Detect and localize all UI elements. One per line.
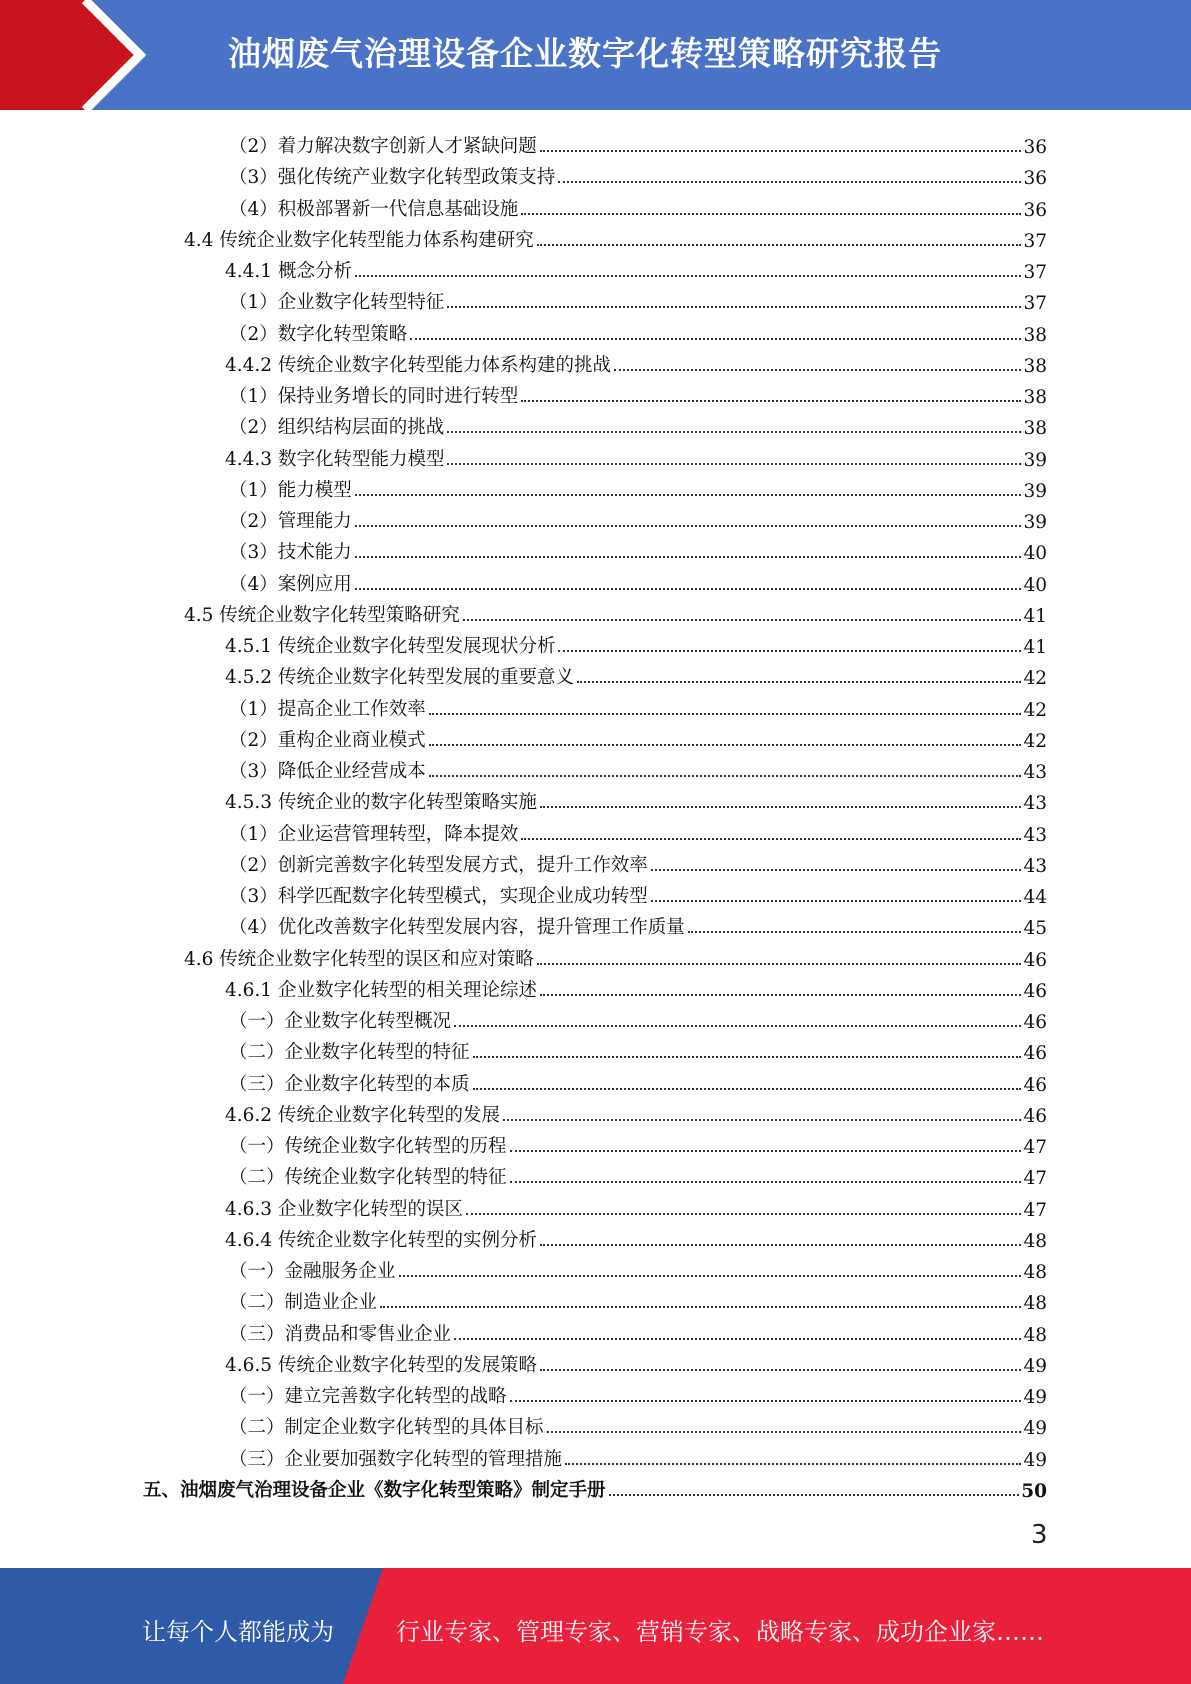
toc-dot-leader (688, 931, 1022, 933)
toc-entry-title: （2）管理能力 (229, 511, 352, 532)
toc-entry[interactable] (229, 1002, 1047, 1033)
toc-entry-page: 42 (1023, 699, 1047, 721)
header-arrow-decoration (0, 0, 160, 110)
toc-entry-page: 43 (1023, 762, 1047, 783)
toc-entry[interactable] (229, 1033, 1047, 1064)
toc-entry-title: 4.4.3 数字化转型能力模型 (225, 448, 445, 470)
toc-entry-page: 38 (1023, 355, 1047, 377)
toc-dot-leader (473, 1088, 1022, 1090)
toc-dot-leader (473, 1056, 1022, 1058)
toc-entry-title: （4）优化改善数字化转型发展内容，提升管理工作质量 (229, 917, 685, 939)
toc-entry[interactable] (229, 190, 1047, 221)
toc-dot-leader (463, 619, 1022, 621)
toc-entry[interactable] (229, 1315, 1047, 1346)
toc-entry[interactable] (225, 783, 1047, 814)
toc-entry-page: 37 (1023, 262, 1047, 283)
toc-entry[interactable] (225, 1096, 1047, 1127)
toc-entry-title: （3）技术能力 (229, 542, 352, 564)
toc-entry-page: 46 (1023, 1043, 1047, 1065)
toc-entry-title: （一）建立完善数字化转型的战略 (229, 1386, 507, 1407)
toc-entry-page: 46 (1023, 949, 1047, 971)
header-red-arrow (0, 0, 140, 110)
toc-entry-page: 47 (1023, 1137, 1047, 1158)
toc-entry[interactable] (229, 1252, 1047, 1283)
toc-entry[interactable] (229, 1377, 1047, 1408)
toc-dot-leader (355, 588, 1022, 590)
toc-dot-leader (609, 1494, 1020, 1496)
toc-entry-page: 42 (1023, 730, 1047, 752)
toc-entry-page: 43 (1023, 824, 1047, 846)
toc-entry-title: （3）强化传统产业数字化转型政策支持 (229, 167, 556, 189)
toc-entry[interactable] (225, 1221, 1047, 1252)
toc-entry-title: （4）案例应用 (229, 573, 352, 595)
toc-entry-title: （1）提高企业工作效率 (229, 698, 426, 720)
toc-entry[interactable] (184, 596, 1047, 627)
toc-entry[interactable] (229, 315, 1047, 346)
toc-entry[interactable] (225, 627, 1047, 658)
toc-entry[interactable] (229, 1065, 1047, 1096)
toc-entry-page: 47 (1023, 1199, 1047, 1221)
toc-entry-title: （3）科学匹配数字化转型模式，实现企业成功转型 (229, 886, 648, 907)
toc-dot-leader (540, 1369, 1021, 1371)
toc-dot-leader (510, 1150, 1022, 1152)
toc-dot-leader (429, 744, 1022, 746)
toc-entry[interactable] (225, 658, 1047, 689)
toc-entry-page: 37 (1023, 293, 1047, 315)
toc-entry-page: 43 (1023, 793, 1047, 815)
toc-entry-title: （2）重构企业商业模式 (229, 729, 426, 751)
toc-entry-title: （二）传统企业数字化转型的特征 (229, 1167, 507, 1189)
toc-dot-leader (380, 1306, 1021, 1308)
toc-entry[interactable] (225, 971, 1047, 1002)
toc-entry-title: 4.5 传统企业数字化转型策略研究 (184, 604, 460, 626)
toc-entry[interactable] (229, 127, 1047, 158)
toc-entry-title: （一）传统企业数字化转型的历程 (229, 1136, 507, 1157)
toc-entry[interactable] (225, 440, 1047, 471)
toc-entry-title: 4.5.3 传统企业的数字化转型策略实施 (225, 792, 537, 814)
toc-dot-leader (410, 338, 1021, 340)
toc-entry-title: （2）组织结构层面的挑战 (229, 417, 445, 439)
toc-entry[interactable] (229, 1408, 1047, 1439)
toc-entry-page: 45 (1023, 918, 1047, 940)
toc-entry-page: 39 (1023, 480, 1047, 502)
toc-entry-page: 48 (1023, 1324, 1047, 1346)
toc-dot-leader (355, 494, 1022, 496)
toc-entry-title: 4.5.1 传统企业数字化转型发展现状分析 (225, 636, 556, 657)
page-footer (0, 1568, 1191, 1684)
toc-entry[interactable] (229, 408, 1047, 439)
toc-entry-page: 46 (1023, 980, 1047, 1002)
toc-entry-page: 40 (1023, 574, 1047, 596)
toc-entry-page: 39 (1023, 512, 1047, 533)
toc-entry[interactable] (225, 252, 1047, 283)
toc-entry[interactable] (229, 690, 1047, 721)
toc-dot-leader (614, 369, 1021, 371)
toc-entry-title: （二）制定企业数字化转型的具体目标 (229, 1417, 544, 1439)
page-number: 3 (1031, 1520, 1048, 1550)
toc-entry[interactable] (229, 1158, 1047, 1189)
toc-dot-leader (355, 525, 1022, 527)
toc-entry-title: （1）企业运营管理转型，降本提效 (229, 823, 519, 845)
toc-entry-title: （二）企业数字化转型的特征 (229, 1042, 470, 1064)
toc-dot-leader (510, 1181, 1022, 1183)
toc-dot-leader (466, 1213, 1021, 1215)
toc-dot-leader (537, 244, 1022, 246)
toc-entry-page: 50 (1021, 1480, 1047, 1502)
toc-entry[interactable] (229, 283, 1047, 314)
toc-dot-leader (447, 306, 1021, 308)
toc-entry[interactable] (229, 158, 1047, 189)
toc-entry[interactable] (229, 846, 1047, 877)
toc-entry-title: （一）企业数字化转型概况 (229, 1011, 452, 1032)
toc-entry-page: 47 (1023, 1168, 1047, 1190)
toc-entry-page: 44 (1023, 887, 1047, 908)
toc-dot-leader (399, 1275, 1022, 1277)
toc-entry-page: 36 (1023, 137, 1047, 158)
toc-dot-leader (454, 1338, 1021, 1340)
toc-entry-page: 38 (1023, 324, 1047, 346)
footer-slogan-left: 让每个人都能成为 (142, 1618, 334, 1646)
toc-entry-title: （1）企业数字化转型特征 (229, 292, 445, 314)
toc-dot-leader (651, 900, 1022, 902)
toc-entry-page: 38 (1023, 418, 1047, 440)
toc-entry-title: 4.5.2 传统企业数字化转型发展的重要意义 (225, 667, 574, 689)
toc-entry-title: （4）积极部署新一代信息基础设施 (229, 198, 519, 220)
toc-entry[interactable] (143, 1471, 1047, 1502)
toc-entry[interactable] (229, 815, 1047, 846)
toc-dot-leader (565, 1463, 1021, 1465)
toc-entry-title: （1）保持业务增长的同时进行转型 (229, 386, 519, 407)
toc-dot-leader (547, 1431, 1022, 1433)
toc-entry-page: 41 (1023, 637, 1047, 658)
toc-entry-title: （2）着力解决数字创新人才紧缺问题 (229, 136, 537, 157)
toc-dot-leader (540, 806, 1021, 808)
toc-entry-page: 41 (1023, 605, 1047, 627)
toc-dot-leader (540, 150, 1022, 152)
toc-dot-leader (521, 213, 1021, 215)
toc-dot-leader (521, 838, 1021, 840)
toc-entry-page: 39 (1023, 449, 1047, 471)
toc-dot-leader (540, 994, 1021, 996)
toc-entry-page: 49 (1023, 1387, 1047, 1408)
toc-dot-leader (447, 463, 1021, 465)
toc-entry[interactable] (225, 1190, 1047, 1221)
toc-entry-title: 五、油烟废气治理设备企业《数字化转型策略》制定手册 (143, 1479, 606, 1501)
toc-dot-leader (510, 1400, 1022, 1402)
toc-dot-leader (355, 556, 1022, 558)
toc-dot-leader (537, 963, 1022, 965)
toc-entry-title: （1）能力模型 (229, 479, 352, 501)
toc-entry[interactable] (229, 721, 1047, 752)
toc-entry-page: 49 (1023, 1418, 1047, 1440)
toc-entry-title: （三）企业数字化转型的本质 (229, 1073, 470, 1095)
toc-entry-title: 4.6.5 传统企业数字化转型的发展策略 (225, 1354, 537, 1376)
toc-entry[interactable] (225, 346, 1047, 377)
toc-entry-title: 4.4.2 传统企业数字化转型能力体系构建的挑战 (225, 354, 611, 376)
toc-dot-leader (521, 400, 1021, 402)
toc-entry-title: 4.6 传统企业数字化转型的误区和应对策略 (184, 948, 534, 970)
toc-entry[interactable] (229, 877, 1047, 908)
toc-dot-leader (429, 775, 1022, 777)
toc-dot-leader (651, 869, 1022, 871)
toc-entry-title: 4.6.3 企业数字化转型的误区 (225, 1198, 463, 1220)
toc-entry-page: 38 (1023, 387, 1047, 408)
toc-entry[interactable] (229, 565, 1047, 596)
toc-dot-leader (540, 1244, 1021, 1246)
toc-entry-title: （三）企业要加强数字化转型的管理措施 (229, 1448, 563, 1470)
toc-entry-title: 4.6.4 传统企业数字化转型的实例分析 (225, 1229, 537, 1251)
toc-entry-page: 40 (1023, 543, 1047, 565)
toc-dot-leader (429, 713, 1022, 715)
toc-entry-page: 42 (1023, 668, 1047, 690)
toc-entry[interactable] (229, 471, 1047, 502)
toc-dot-leader (447, 431, 1021, 433)
toc-entry-title: （三）消费品和零售业企业 (229, 1323, 452, 1345)
toc-entry[interactable] (229, 1283, 1047, 1314)
toc-entry-title: （3）降低企业经营成本 (229, 761, 426, 782)
toc-entry-page: 46 (1023, 1105, 1047, 1127)
toc-entry-page: 46 (1023, 1074, 1047, 1096)
toc-entry-title: 4.4 传统企业数字化转型能力体系构建研究 (184, 229, 534, 251)
footer-slogan-right: 行业专家、管理专家、营销专家、战略专家、成功企业家…… (396, 1618, 1044, 1646)
toc-entry-title: （二）制造业企业 (229, 1292, 378, 1314)
toc-entry-page: 43 (1023, 855, 1047, 877)
toc-entry[interactable] (229, 533, 1047, 564)
toc-entry-page: 48 (1023, 1230, 1047, 1252)
toc-entry-title: （2）创新完善数字化转型发展方式，提升工作效率 (229, 854, 648, 876)
toc-entry-page: 46 (1023, 1012, 1047, 1033)
toc-entry[interactable] (229, 908, 1047, 939)
toc-entry-page: 48 (1023, 1293, 1047, 1315)
toc-dot-leader (558, 650, 1021, 652)
toc-entry[interactable] (229, 377, 1047, 408)
toc-entry-title: 4.6.2 传统企业数字化转型的发展 (225, 1104, 500, 1126)
toc-dot-leader (503, 1119, 1021, 1121)
toc-entry[interactable] (229, 502, 1047, 533)
toc-entry-page: 36 (1023, 199, 1047, 221)
toc-entry[interactable] (229, 1127, 1047, 1158)
toc-dot-leader (558, 181, 1021, 183)
toc-entry-page: 49 (1023, 1449, 1047, 1471)
toc-dot-leader (355, 275, 1022, 277)
toc-entry-title: 4.6.1 企业数字化转型的相关理论综述 (225, 979, 537, 1001)
page-header (0, 0, 1191, 110)
toc-dot-leader (454, 1025, 1021, 1027)
report-title: 油烟废气治理设备企业数字化转型策略研究报告 (228, 34, 942, 73)
toc-entry-page: 48 (1023, 1262, 1047, 1283)
toc-entry[interactable] (229, 752, 1047, 783)
toc-entry-title: （2）数字化转型策略 (229, 323, 408, 345)
toc-entry[interactable] (184, 940, 1047, 971)
toc-entry-page: 49 (1023, 1355, 1047, 1377)
toc-dot-leader (577, 681, 1021, 683)
toc-entry-page: 37 (1023, 230, 1047, 252)
toc-entry[interactable] (225, 1346, 1047, 1377)
toc-entry[interactable] (184, 221, 1047, 252)
toc-entry-title: 4.4.1 概念分析 (225, 261, 352, 282)
toc-entry-title: （一）金融服务企业 (229, 1261, 396, 1282)
toc-entry[interactable] (229, 1440, 1047, 1471)
toc-entry-page: 36 (1023, 168, 1047, 190)
